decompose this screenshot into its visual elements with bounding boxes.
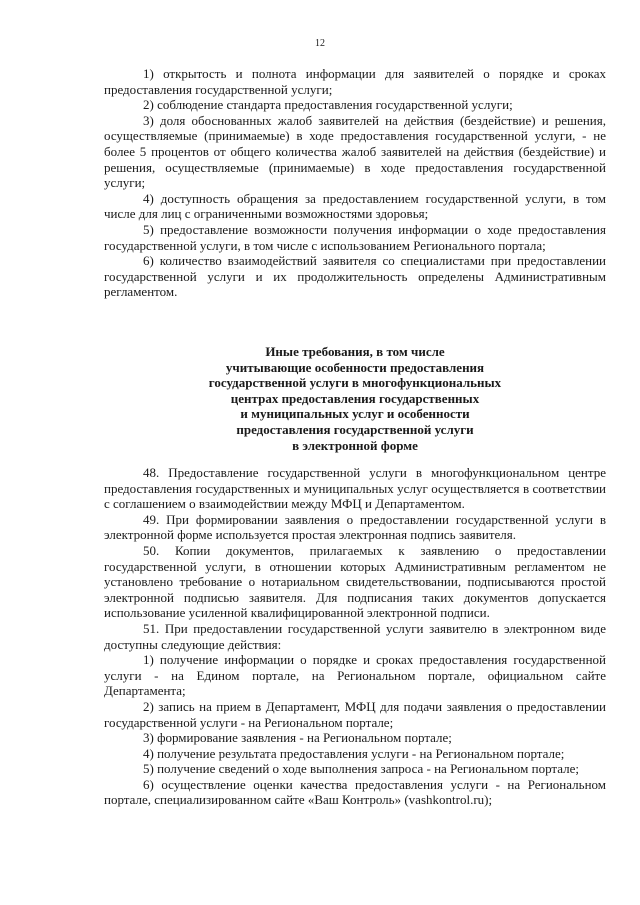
requirements-list xyxy=(104,465,606,808)
section-heading xyxy=(104,344,606,453)
heading-line: в электронной форме xyxy=(292,437,418,453)
paragraph: 3) доля обоснованных жалоб заявителей на действия (бездействие) и решения, осуществляемые (принимаемые) в ходе предоставления государственной услуги, - не более 5 процентов от общего количества жалоб заявителей на действия (бездействие) и решения, осуществляемые (принимаемые) в ходе предоставления государственной услуги; xyxy=(104,112,606,191)
paragraph: 1) открытость и полнота информации для заявителей о порядке и сроках предоставления государственной услуги; xyxy=(104,66,606,97)
heading-line: центрах предоставления государственных xyxy=(230,390,480,406)
paragraph: 48. Предоставление государственной услуги в многофункциональном центре предоставления государственных и муниципальных услуг осуществляется в соответствии с соглашением о взаимодействии между МФЦ и Департаментом. xyxy=(104,465,606,512)
heading-line: и муниципальных услуг и особенности xyxy=(240,406,470,422)
paragraph: 6) осуществление оценки качества предоставления услуги - на Региональном портале, специализированном сайте «Ваш Контроль» (vashkontrol.ru); xyxy=(104,776,606,808)
paragraph: 5) получение сведений о ходе выполнения запроса - на Региональном портале; xyxy=(143,761,580,777)
paragraph: 6) количество взаимодействий заявителя со специалистами при предоставлении государственной услуги и их продолжительность определены Административным регламентом. xyxy=(104,253,606,300)
paragraph: 1) получение информации о порядке и сроках предоставления государственной услуги - на Едином портале, на Региональном портале, официальном сайте Департамента; xyxy=(104,652,606,699)
paragraph: 51. При предоставлении государственной услуги заявителю в электронном виде доступны следующие действия: xyxy=(104,620,606,652)
paragraph: 3) формирование заявления - на Региональном портале; xyxy=(143,730,452,746)
criteria-list xyxy=(104,66,606,300)
heading-line: государственной услуги в многофункциональных xyxy=(208,375,502,391)
page-number: 12 xyxy=(315,38,325,49)
paragraph: 2) запись на прием в Департамент, МФЦ для подачи заявления о предоставлении государственной услуги - на Региональном портале; xyxy=(104,698,606,730)
heading-line: учитывающие особенности предоставления xyxy=(225,359,485,375)
paragraph: 2) соблюдение стандарта предоставления государственной услуги; xyxy=(143,97,513,113)
paragraph: 49. При формировании заявления о предоставлении государственной услуги в электронной форме используется простая электронная подпись заявителя. xyxy=(104,511,606,543)
heading-line: предоставления государственной услуги xyxy=(236,421,474,437)
paragraph: 50. Копии документов, прилагаемых к заявлению о предоставлении государственной услуги, в отношении которых Административным регламентом не установлено требование о нотариальном свидетельствовании, подписываются простой электронной подписью заявителя. Для подписания таких документов допускается использование усиленной квалифицированной электронной подписи. xyxy=(104,542,606,621)
paragraph: 4) получение результата предоставления услуги - на Региональном портале; xyxy=(143,745,565,761)
paragraph: 5) предоставление возможности получения информации о ходе предоставления государственной услуги, в том числе с использованием Регионального портала; xyxy=(104,221,606,253)
heading-line: Иные требования, в том числе xyxy=(265,344,445,359)
paragraph: 4) доступность обращения за предоставлением государственной услуги, в том числе для лиц с ограниченными возможностями здоровья; xyxy=(104,190,606,222)
